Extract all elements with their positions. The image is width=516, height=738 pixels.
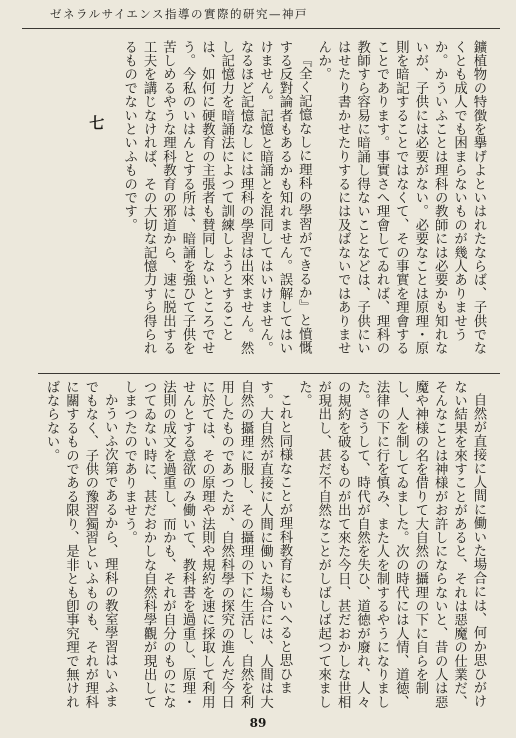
column-divider [38,373,500,374]
lower-text-block [42,380,488,712]
running-head: ゼネラルサイエンス指導の實際的研究—神戸 [50,7,309,21]
paragraph: これと同様なことが理科教育にもいへると思ひます。大自然が直接に人間に働いた場合には、人間は大自然の攝理に服し、その攝理の下に生活し、自然を利用したものであつたが、自然科學の探究の進んだ今日に於ては、その原理や法則や規約を速に採取して利用せんとする意欲のみ働いて、教科書を過重し、原理・法則の成文を過重し、而かも、それが自分のものになつてゐない時に、甚だおかしな自然科學觀が現出してしまつたのでありませう。 [121,380,292,709]
upper-text-block [72,40,488,368]
top-rule [22,28,500,29]
paragraph: 自然が直接に人間に働いた場合には、何か思ひがけない結果を來すことがあると、それは惡魔の仕業だ、そんなことは神様がお許しにならないと、昔の人は惡魔や神様の名を借りて大自然の攝理の下に自らを制し、人を制してゐました。次の時代には人情、道徳、法律の下に行を慎み、また人を制するやうになりました。さうして、時代が自然を失ひ、道徳が廢れ、人々の規約を破るものが出て來た今日、甚だおかしな世相が現出し、甚だ不自然なことがしばしば起つて來ました。 [296,380,486,709]
paragraph: 鑛植物の特徴を擧げよといはれたならば、子供でなくとも成人でも困まらないものが幾人ありませうか。かういふことは理科の教師には必要かも知れないが、子供には必要がない。必要なことは原理・原則を暗記することではなくて、その事實を理會することであります。事實さへ理會してゐれば、理科の教師すら容易に暗誦し得ないことなどは、子供にいはせたり書かせたりするには及ばないではありませんか。 [315,40,486,356]
paragraph: 『全く記憶なしに理科の學習ができるか』と憤慨する反對論者もあるかも知れません。誤解してはいけません。記憶と暗誦とを混同してはいけません。なるほど記憶なしには理科の學習は出來ません。然し記憶力を暗誦法によつて訓練しようとすることは、如何に硬教育の主張者も賛同しないところでせう。今私のいはんとする所は、暗誦を強ひて子供を苦しめるやうな理科教育の邪道から、速に脱出する工夫を講じなければ、その大切な記憶力すら得られるものでないといふものです。 [121,40,312,356]
section-heading: 七 [87,115,106,132]
paragraph: かういふ次第であるから、理科の教室學習はいふまでもなく、子供の豫習獨習といふものも、それが理科に關するものである限り、是非とも卽事究理で無ければならない。 [44,380,118,709]
page-number: 89 [249,716,267,730]
